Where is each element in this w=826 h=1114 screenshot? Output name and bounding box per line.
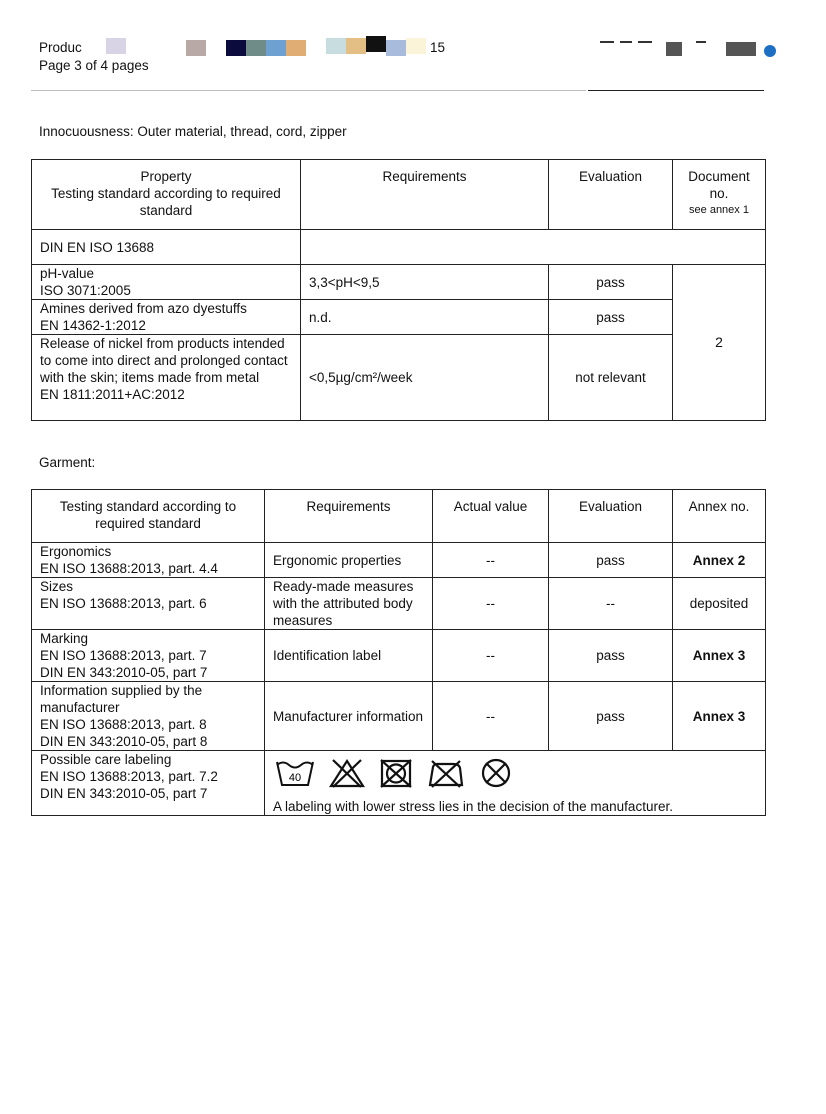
actual-value-cell: -- bbox=[433, 682, 549, 751]
requirement-cell: Ready-made measures with the attributed body measures bbox=[265, 578, 433, 630]
annex-cell: deposited bbox=[673, 578, 766, 630]
evaluation-cell: pass bbox=[549, 543, 673, 578]
standard-cell: Possible care labeling EN ISO 13688:2013, part. 7.2 DIN EN 343:2010-05, part 7 bbox=[32, 751, 265, 816]
swatch bbox=[186, 40, 206, 56]
table-header-row bbox=[32, 160, 766, 230]
standard-cell: Sizes EN ISO 13688:2013, part. 6 bbox=[32, 578, 265, 630]
evaluation-cell: pass bbox=[549, 630, 673, 682]
group-empty-cell bbox=[301, 230, 766, 265]
evaluation-header: Evaluation bbox=[549, 160, 673, 230]
actual-value-cell: -- bbox=[433, 578, 549, 630]
innocuousness-table bbox=[31, 159, 766, 421]
requirement-cell: 3,3<pH<9,5 bbox=[301, 265, 549, 300]
wash-40-icon bbox=[275, 758, 315, 788]
evaluation-header: Evaluation bbox=[549, 490, 673, 543]
requirement-cell: Manufacturer information bbox=[265, 682, 433, 751]
standard-cell: Information supplied by the manufacturer EN ISO 13688:2013, part. 8 DIN EN 343:2010-05, part 8 bbox=[32, 682, 265, 751]
annex-cell: Annex 2 bbox=[673, 543, 766, 578]
swatch bbox=[286, 40, 306, 56]
product-label: Produc bbox=[39, 40, 82, 55]
actual-value-header: Actual value bbox=[433, 490, 549, 543]
care-label-cell bbox=[265, 751, 766, 816]
evaluation-cell: -- bbox=[549, 578, 673, 630]
swatch bbox=[326, 38, 346, 54]
swatch bbox=[366, 36, 386, 52]
standard-cell: Marking EN ISO 13688:2013, part. 7 DIN EN 343:2010-05, part 7 bbox=[32, 630, 265, 682]
care-note: A labeling with lower stress lies in the decision of the manufacturer. bbox=[273, 799, 673, 814]
swatch bbox=[226, 40, 246, 56]
evaluation-cell: pass bbox=[549, 682, 673, 751]
evaluation-cell: pass bbox=[549, 265, 673, 300]
requirements-header: Requirements bbox=[265, 490, 433, 543]
swatch bbox=[246, 40, 266, 56]
actual-value-cell: -- bbox=[433, 543, 549, 578]
page-info: Page 3 of 4 pages bbox=[39, 58, 149, 73]
group-row bbox=[32, 230, 766, 265]
care-row bbox=[32, 751, 766, 816]
company-logo bbox=[598, 38, 778, 60]
table-row bbox=[32, 578, 766, 630]
garment-title: Garment: bbox=[39, 455, 96, 470]
requirement-cell: n.d. bbox=[301, 300, 549, 335]
table-row bbox=[32, 335, 766, 421]
actual-value-cell: -- bbox=[433, 630, 549, 682]
do-not-iron-icon bbox=[427, 758, 465, 788]
requirement-cell: Ergonomic properties bbox=[265, 543, 433, 578]
report-number-suffix: 15 bbox=[430, 40, 446, 55]
header-rule bbox=[31, 90, 586, 91]
property-cell: pH-value ISO 3071:2005 bbox=[32, 265, 301, 300]
annex-header: Annex no. bbox=[673, 490, 766, 543]
table-row bbox=[32, 265, 766, 300]
swatch bbox=[406, 38, 426, 54]
table-row bbox=[32, 682, 766, 751]
do-not-dry-clean-icon bbox=[479, 758, 513, 788]
annex-cell: Annex 3 bbox=[673, 682, 766, 751]
svg-text:40: 40 bbox=[288, 772, 302, 784]
property-cell: Amines derived from azo dyestuffs EN 14362-1:2012 bbox=[32, 300, 301, 335]
care-symbols bbox=[275, 756, 757, 790]
group-label: DIN EN ISO 13688 bbox=[32, 230, 301, 265]
swatch bbox=[386, 40, 406, 56]
do-not-tumble-dry-icon bbox=[379, 758, 413, 788]
requirements-header: Requirements bbox=[301, 160, 549, 230]
evaluation-cell: pass bbox=[549, 300, 673, 335]
header-rule-right bbox=[588, 90, 764, 91]
standard-header: Testing standard according to required standard bbox=[32, 490, 265, 543]
requirement-cell: Identification label bbox=[265, 630, 433, 682]
innocuousness-title: Innocuousness: Outer material, thread, cord, zipper bbox=[39, 124, 347, 139]
swatch bbox=[266, 40, 286, 56]
requirement-cell: <0,5µg/cm²/week bbox=[301, 335, 549, 421]
evaluation-cell: not relevant bbox=[549, 335, 673, 421]
table-header-row bbox=[32, 490, 766, 543]
do-not-bleach-icon bbox=[329, 758, 365, 788]
swatch bbox=[106, 38, 126, 54]
table-row bbox=[32, 300, 766, 335]
table-row bbox=[32, 543, 766, 578]
property-cell: Release of nickel from products intended to come into direct and prolonged contact with the skin; items made from metal EN 1811:2011+AC:2012 bbox=[32, 335, 301, 421]
garment-table bbox=[31, 489, 766, 816]
annex-cell: Annex 3 bbox=[673, 630, 766, 682]
document-header: Document no. see annex 1 bbox=[673, 160, 766, 230]
swatch bbox=[346, 38, 366, 54]
standard-cell: Ergonomics EN ISO 13688:2013, part. 4.4 bbox=[32, 543, 265, 578]
property-header: Property Testing standard according to required standard bbox=[32, 160, 301, 230]
document-no-cell: 2 bbox=[673, 265, 766, 421]
table-row bbox=[32, 630, 766, 682]
